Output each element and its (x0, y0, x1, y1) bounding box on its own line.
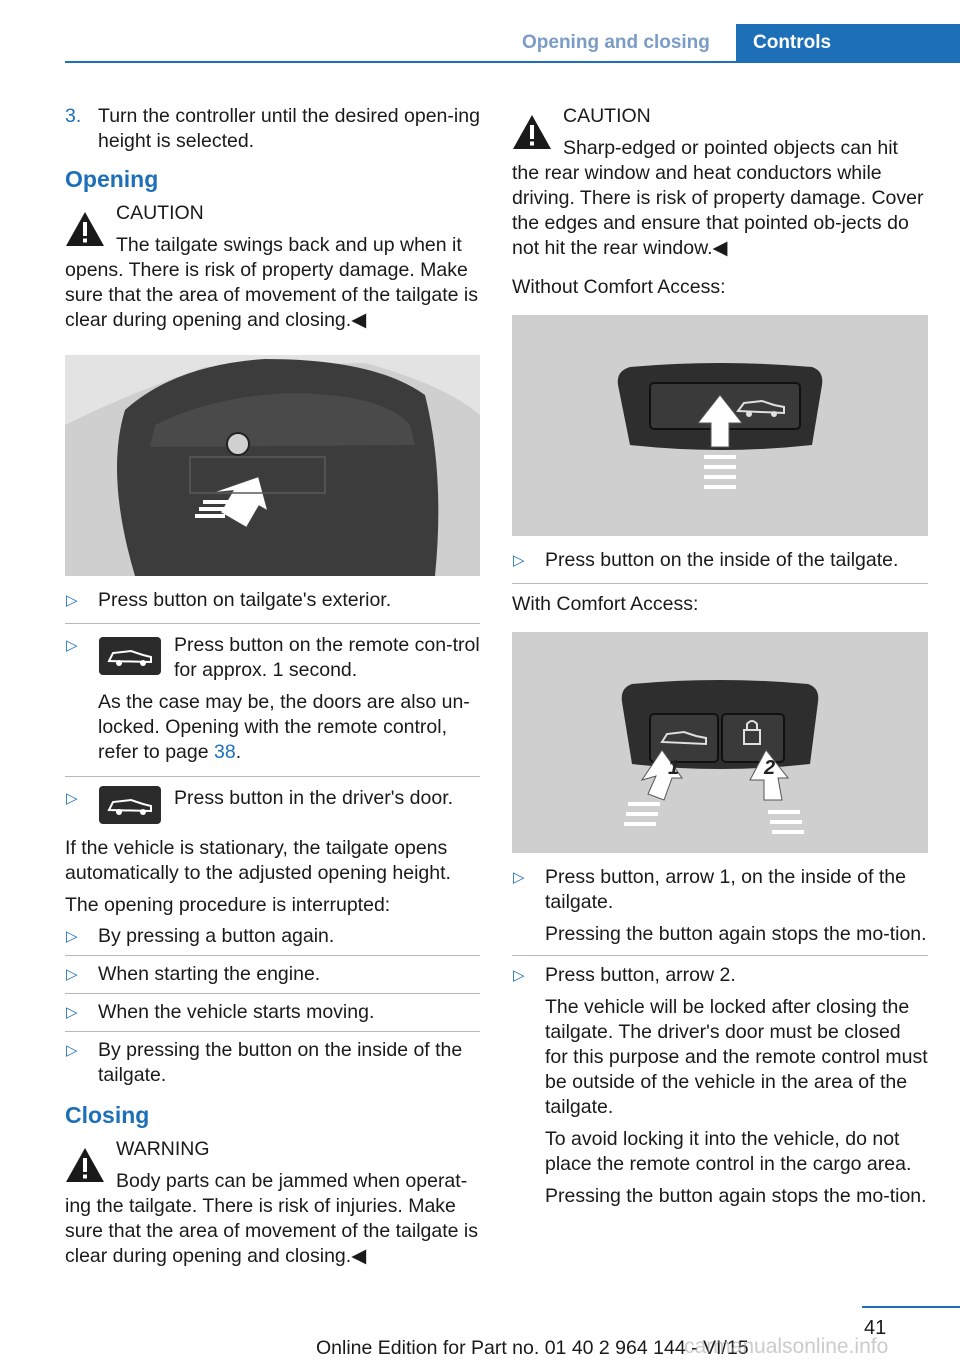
warning-triangle-icon (65, 211, 105, 247)
para-interrupted: The opening procedure is interrupted: (65, 894, 391, 916)
bullet-marker: ▷ (66, 1004, 78, 1021)
bullet-marker: ▷ (66, 1042, 78, 1059)
label-without-comfort: Without Comfort Access: (512, 276, 726, 298)
remote-note-text: As the case may be, the doors are also un‐locked. Opening with the remote control, refer to page (98, 691, 470, 763)
header-rule (65, 61, 960, 63)
bullet-marker: ▷ (66, 592, 78, 609)
step-text: Turn the controller until the desired open‐ing height is selected. (98, 105, 480, 152)
bullet-text: Press button, arrow 1, on the inside of the tailgate. (545, 866, 906, 913)
arrow-label-2: 2 (764, 757, 776, 779)
bullet-marker: ▷ (513, 552, 525, 569)
figure-inside-button (512, 315, 928, 536)
bullet-text: By pressing a button again. (98, 925, 335, 947)
warning-text: Body parts can be jammed when operat‐ing the tailgate. There is risk of injuries. Make sure that the area of movement of the tailgate is clear during opening and closing.◀ (65, 1170, 478, 1267)
inside-button-illustration (512, 315, 928, 536)
separator (512, 583, 928, 584)
page-number: 41 (864, 1317, 887, 1339)
figure-tailgate-exterior (65, 355, 480, 576)
bullet-interrupt-4 (65, 1038, 480, 1088)
page-reference-link[interactable]: 38 (214, 741, 236, 763)
warning-title: WARNING (116, 1138, 210, 1160)
bullet-marker: ▷ (513, 869, 525, 886)
watermark: carmanualsonline.info (684, 1335, 889, 1358)
bullet-interrupt-2 (65, 962, 480, 987)
remote-note (65, 690, 480, 765)
remote-note-end: . (235, 741, 242, 763)
bullet-inside-button (512, 548, 928, 573)
bullet-remote-control (65, 633, 480, 683)
bullet-marker: ▷ (66, 928, 78, 945)
bullet-exterior-button (65, 588, 480, 613)
figure-comfort-buttons (512, 632, 928, 853)
left-column (65, 104, 480, 1269)
warning-closing (65, 1137, 480, 1269)
footer-edition: Online Edition for Part no. 01 40 2 964 144 - VI/15 (316, 1337, 749, 1359)
warning-triangle-icon (65, 1147, 105, 1183)
bullet-marker: ▷ (66, 966, 78, 983)
heading-opening: Opening (65, 166, 159, 192)
bullet-text: When starting the engine. (98, 963, 321, 985)
bullet-text: Press button, arrow 2. (545, 964, 736, 986)
header-section-title: Opening and closing (522, 32, 710, 53)
tailgate-key-icon (99, 786, 161, 824)
label-with-comfort: With Comfort Access: (512, 593, 699, 615)
heading-closing: Closing (65, 1102, 150, 1128)
bullet-subtext: Pressing the button again stops the mo‐tion. (545, 1185, 927, 1207)
caution-text: The tailgate swings back and up when it opens. There is risk of property damage. Make sure that the area of movement of the tailgate is clear during opening and closing.◀ (65, 234, 478, 331)
bullet-marker: ▷ (66, 637, 78, 654)
bullet-text: Press button in the driver's door. (174, 787, 454, 809)
separator (65, 776, 480, 777)
separator (512, 955, 928, 956)
separator (65, 1031, 480, 1032)
bullet-text: By pressing the button on the inside of the tailgate. (98, 1039, 463, 1086)
header-chapter-tab: Controls (736, 24, 960, 62)
bullet-marker: ▷ (513, 967, 525, 984)
arrow-label-1: 1 (668, 757, 680, 779)
footer-rule (862, 1306, 960, 1308)
caution-text: Sharp-edged or pointed objects can hit the rear window and heat conductors while driving. There is risk of property damage. Cover the edges and ensure that pointed ob‐jects do not hit the rear window.◀ (512, 137, 924, 259)
warning-triangle-icon (512, 114, 552, 150)
bullet-arrow-1 (512, 865, 928, 947)
bullet-drivers-door (65, 786, 480, 826)
bullet-subtext: Pressing the button again stops the mo‐tion. (545, 923, 927, 945)
step-number: 3. (65, 105, 82, 127)
bullet-interrupt-1 (65, 924, 480, 949)
car-rear-illustration (65, 355, 480, 576)
caution-title: CAUTION (563, 105, 651, 127)
right-column (512, 104, 928, 1209)
bullet-text: Press button on tailgate's exterior. (98, 589, 392, 611)
caution-opening (65, 201, 480, 333)
comfort-buttons-illustration (512, 632, 928, 853)
bullet-text: Press button on the inside of the tailgate. (545, 549, 899, 571)
caution-title: CAUTION (116, 202, 204, 224)
bullet-marker: ▷ (66, 790, 78, 807)
para-stationary: If the vehicle is stationary, the tailgate opens automatically to the adjusted opening height. (65, 837, 451, 884)
bullet-text: When the vehicle starts moving. (98, 1001, 375, 1023)
bullet-interrupt-3 (65, 1000, 480, 1025)
bullet-subtext: To avoid locking it into the vehicle, do not place the remote control in the cargo area. (545, 1128, 912, 1175)
separator (65, 993, 480, 994)
bullet-arrow-2 (512, 963, 928, 1209)
separator (65, 955, 480, 956)
caution-rear-window (512, 104, 928, 261)
tailgate-key-icon (99, 637, 161, 675)
bullet-text: Press button on the remote con‐trol for approx. 1 second. (174, 634, 480, 681)
bullet-subtext: The vehicle will be locked after closing the tailgate. The driver's door must be closed for this purpose and the remote control must be outside of the vehicle in the area of the tailgate. (545, 996, 928, 1118)
separator (65, 623, 480, 624)
step-3 (65, 104, 480, 154)
